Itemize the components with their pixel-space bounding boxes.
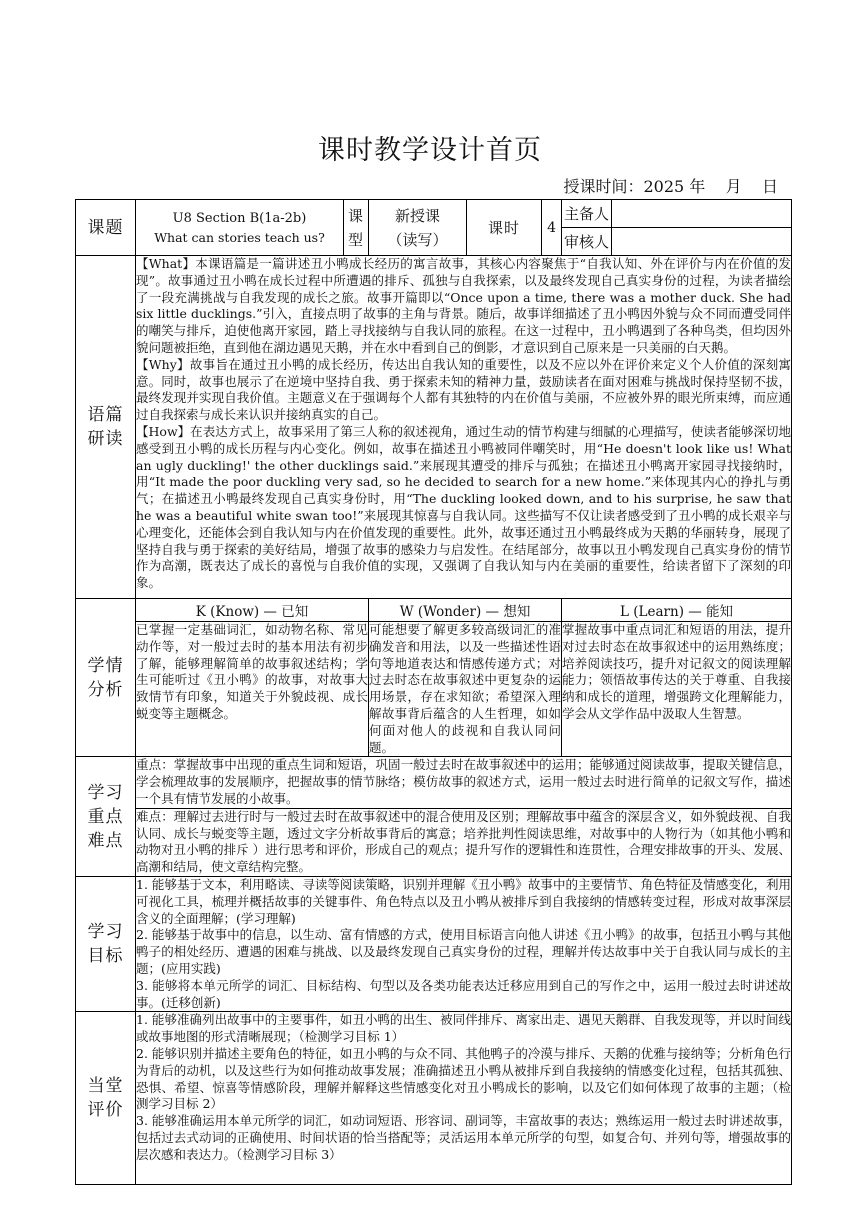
- objectives-label: 学习 目标: [76, 876, 136, 1011]
- reading-what: 【What】本课语篇是一篇讲述丑小鸭成长经历的寓言故事，其核心内容聚焦于“自我认知、外在评价与内在价值的发现”。故事通过丑小鸭在成长过程中所遭遇的排斥、孤独与自我探索，以及最终发现自己真实身份的过程，为读者描绘了一段充满挑战与自我发现的成长之旅。故事开篇即以“Once upon a time, there was a mother duck. She had six little ducklings.”引入，直接点明了故事的主角与背景。随后，故事详细描述了丑小鸭因外貌与众不同而遭受同伴的嘲笑与排斥，迫使他离开家园，踏上寻找接纳与自我认同的旅程。在这一过程中，丑小鸭遇到了各种鸟类，但均因外貌问题被拒绝，直到他在湖边遇见天鹅，并在水中看到自己的倒影，才意识到自己原来是一只美丽的白天鹅。: [136, 256, 792, 355]
- header-row: [76, 200, 792, 228]
- difficulties: 难点：理解过去进行时与一般过去时在故事叙述中的混合使用及区别；理解故事中蕴含的深层含义，如外貌歧视、自我认同、成长与蜕变等主题，透过文字分析故事背后的寓意；培养批判性阅读思维，对故事中的人物行为（如其他小鸭和动物对丑小鸭的排斥 ）进行思考和评价，形成自己的观点；提升写作的逻辑性和连贯性，合理安排故事的开头、发展、高潮和结局，使文章结构完整。: [136, 808, 792, 876]
- assessment-item: 3. 能够准确运用本单元所学的词汇，如动词短语、形容词、副词等，丰富故事的表达；熟练运用一般过去时讲述故事，包括过去式动词的正确使用、时间状语的恰当搭配等；灵活运用本单元所学的句型，如复合句、并列句等，增强故事的层次感和表达力。（检测学习目标 3）: [136, 1113, 792, 1162]
- objectives-row: [76, 876, 792, 1011]
- type-value: [369, 200, 467, 256]
- assessment-label: 当堂 评价: [76, 1012, 136, 1185]
- assessment-row: [76, 1012, 792, 1185]
- objective-item: 3. 能够将本单元所学的词汇、目标结构、句型以及各类功能表达迁移应用到自己的写作之中，运用一般过去时讲述故事。(迁移创新): [136, 977, 792, 1010]
- learners-header-row: [76, 599, 792, 622]
- preparer-value: [612, 200, 792, 228]
- kwl-know-text: 已掌握一定基础词汇，如动物名称、常见动作等，对一般过去时的基本用法有初步了解，能够理解简单的故事叙述结构；学生可能听过《丑小鸭》的故事，对故事大致情节有印象，知道关于外貌歧视、成长蜕变等主题概念。: [136, 622, 369, 757]
- learners-content-row: [76, 622, 792, 757]
- reading-label: 语篇 研读: [76, 256, 136, 599]
- preparer-label: 主备人: [562, 200, 612, 228]
- topic-line-2: What can stories teach us?: [154, 229, 325, 245]
- reading-row: [76, 256, 792, 599]
- assessment-item: 1. 能够准确列出故事中的主要事件，如丑小鸭的出生、被同伴排斥、离家出走、遇见天鹅群、自我发现等，并以时间线或故事地图的形式清晰展现；（检测学习目标 1）: [136, 1012, 792, 1045]
- objectives-content: [136, 876, 792, 1011]
- type-label: [344, 200, 369, 256]
- focus-label: 学习 重点 难点: [76, 757, 136, 877]
- reading-why: 【Why】故事旨在通过丑小鸭的成长经历，传达出自我认知的重要性，以及不应以外在评价来定义个人价值的深刻寓意。同时，故事也展示了在逆境中坚持自我、勇于探索未知的精神力量，鼓励读者在面对困难与挑战时保持坚韧不拔，最终发现并实现自我价值。主题意义在于强调每个人都有其独特的内在价值与美丽，不应被外界的眼光所束缚，而应通过自我探索与成长来认识并接纳真实的自己。: [136, 356, 792, 423]
- type-label-1: 课: [347, 206, 364, 225]
- topic-label: 课题: [76, 200, 136, 256]
- lesson-design-table: [75, 199, 792, 1185]
- topic-line-1: U8 Section B(1a-2b): [172, 210, 307, 226]
- kwl-wonder-header: W (Wonder) — 想知: [369, 599, 562, 622]
- topic-cell: [136, 200, 344, 256]
- reviewer-value: [612, 228, 792, 256]
- kwl-wonder-text: 可能想要了解更多较高级词汇的准确发音和用法，以及一些描述性语句等地道表达和情感传递方式；对过去时态在故事叙述中更复杂的运用场景，存在求知欲；希望深入理解故事背后蕴含的人生哲理，如如何面对他人的歧视和自我认同问题。: [369, 622, 562, 757]
- hours-label: 课时: [467, 200, 542, 256]
- teaching-date: 授课时间：2025 年 月 日: [563, 177, 778, 196]
- assessment-item: 2. 能够识别并描述主要角色的特征，如丑小鸭的与众不同、其他鸭子的冷漠与排斥、天鹅的优雅与接纳等；分析角色行为背后的动机，以及这些行为如何推动故事发展；准确描述丑小鸭从被排斥到自我接纳的情感变化过程，包括其孤独、恐惧、希望、惊喜等情感阶段，理解并解释这些情感变化对丑小鸭成长的影响，以及它们如何体现了故事的主题；（检测学习目标 2）: [136, 1045, 792, 1112]
- reviewer-label: 审核人: [562, 228, 612, 256]
- key-points: 重点：掌握故事中出现的重点生词和短语，巩固一般过去时在故事叙述中的运用；能够通过阅读故事，提取关键信息，学会梳理故事的发展顺序，把握故事的情节脉络；模仿故事的叙述方式，运用一般过去时进行简单的记叙文写作，描述一个具有情节发展的小故事。: [136, 757, 792, 808]
- assessment-content: [136, 1012, 792, 1185]
- focus-row-1: [76, 757, 792, 808]
- kwl-know-header: K (Know) — 已知: [136, 599, 369, 622]
- objective-item: 2. 能够基于故事中的信息，以生动、富有情感的方式，使用目标语言向他人讲述《丑小鸭》的故事，包括丑小鸭与其他鸭子的相处经历、遭遇的困难与挑战、以及最终发现自己真实身份的过程，理解并传达故事中关于自我认同与成长的主题；(应用实践): [136, 927, 792, 976]
- hours-value: 4: [542, 200, 562, 256]
- type-label-2: 型: [347, 230, 364, 249]
- reading-content: [136, 256, 792, 599]
- kwl-learn-text: 掌握故事中重点词汇和短语的用法，提升对过去时态在故事叙述中的运用熟练度；培养阅读技巧，提升对记叙文的阅读理解能力；领悟故事传达的关于尊重、自我接纳和成长的道理，增强跨文化理解能力，学会从文学作品中汲取人生智慧。: [562, 622, 792, 757]
- type-value-1: 新授课: [395, 206, 441, 225]
- focus-row-2: [76, 808, 792, 876]
- kwl-learn-header: L (Learn) — 能知: [562, 599, 792, 622]
- reading-how: 【How】在表达方式上，故事采用了第三人称的叙述视角，通过生动的情节构建与细腻的心理描写，使读者能够深切地感受到丑小鸭的成长历程与内心变化。例如，故事在描述丑小鸭被同伴嘲笑时，用“He doesn't look like us! What an ugly duckling!' the other ducklings said.”来展现其遭受的排斥与孤独；在描述丑小鸭离开家园寻找接纳时，用“It made the poor duckling very sad, so he decided to search for a new home.”来体现其内心的挣扎与勇气；在描述丑小鸭最终发现自己真实身份时，用“The duckling looked down, and to his surprise, he saw that he was a beautiful white swan too!”来展现其惊喜与自我认同。这些描写不仅让读者感受到了丑小鸭的成长艰辛与心理变化，还能体会到自我认知与内在价值发现的重要性。此外，故事还通过丑小鸭最终成为天鹅的华丽转身，展现了坚持自我与勇于探索的美好结局，增强了故事的感染力与启发性。在结尾部分，故事以丑小鸭发现自己真实身份的情节作为高潮，既表达了成长的喜悦与自我价值的实现，又强调了自我认知与内在美丽的重要性，给读者留下了深刻的印象。: [136, 423, 792, 591]
- learners-label: 学情 分析: [76, 599, 136, 757]
- type-value-2: （读写）: [387, 230, 448, 249]
- objective-item: 1. 能够基于文本，利用略读、寻读等阅读策略，识别并理解《丑小鸭》故事中的主要情节、角色特征及情感变化，利用可视化工具，梳理并概括故事的关键事件、角色特点以及丑小鸭从被排斥到自我接纳的情感转变过程，形成对故事深层含义的全面理解；(学习理解): [136, 876, 792, 926]
- page-title: 课时教学设计首页: [318, 135, 542, 166]
